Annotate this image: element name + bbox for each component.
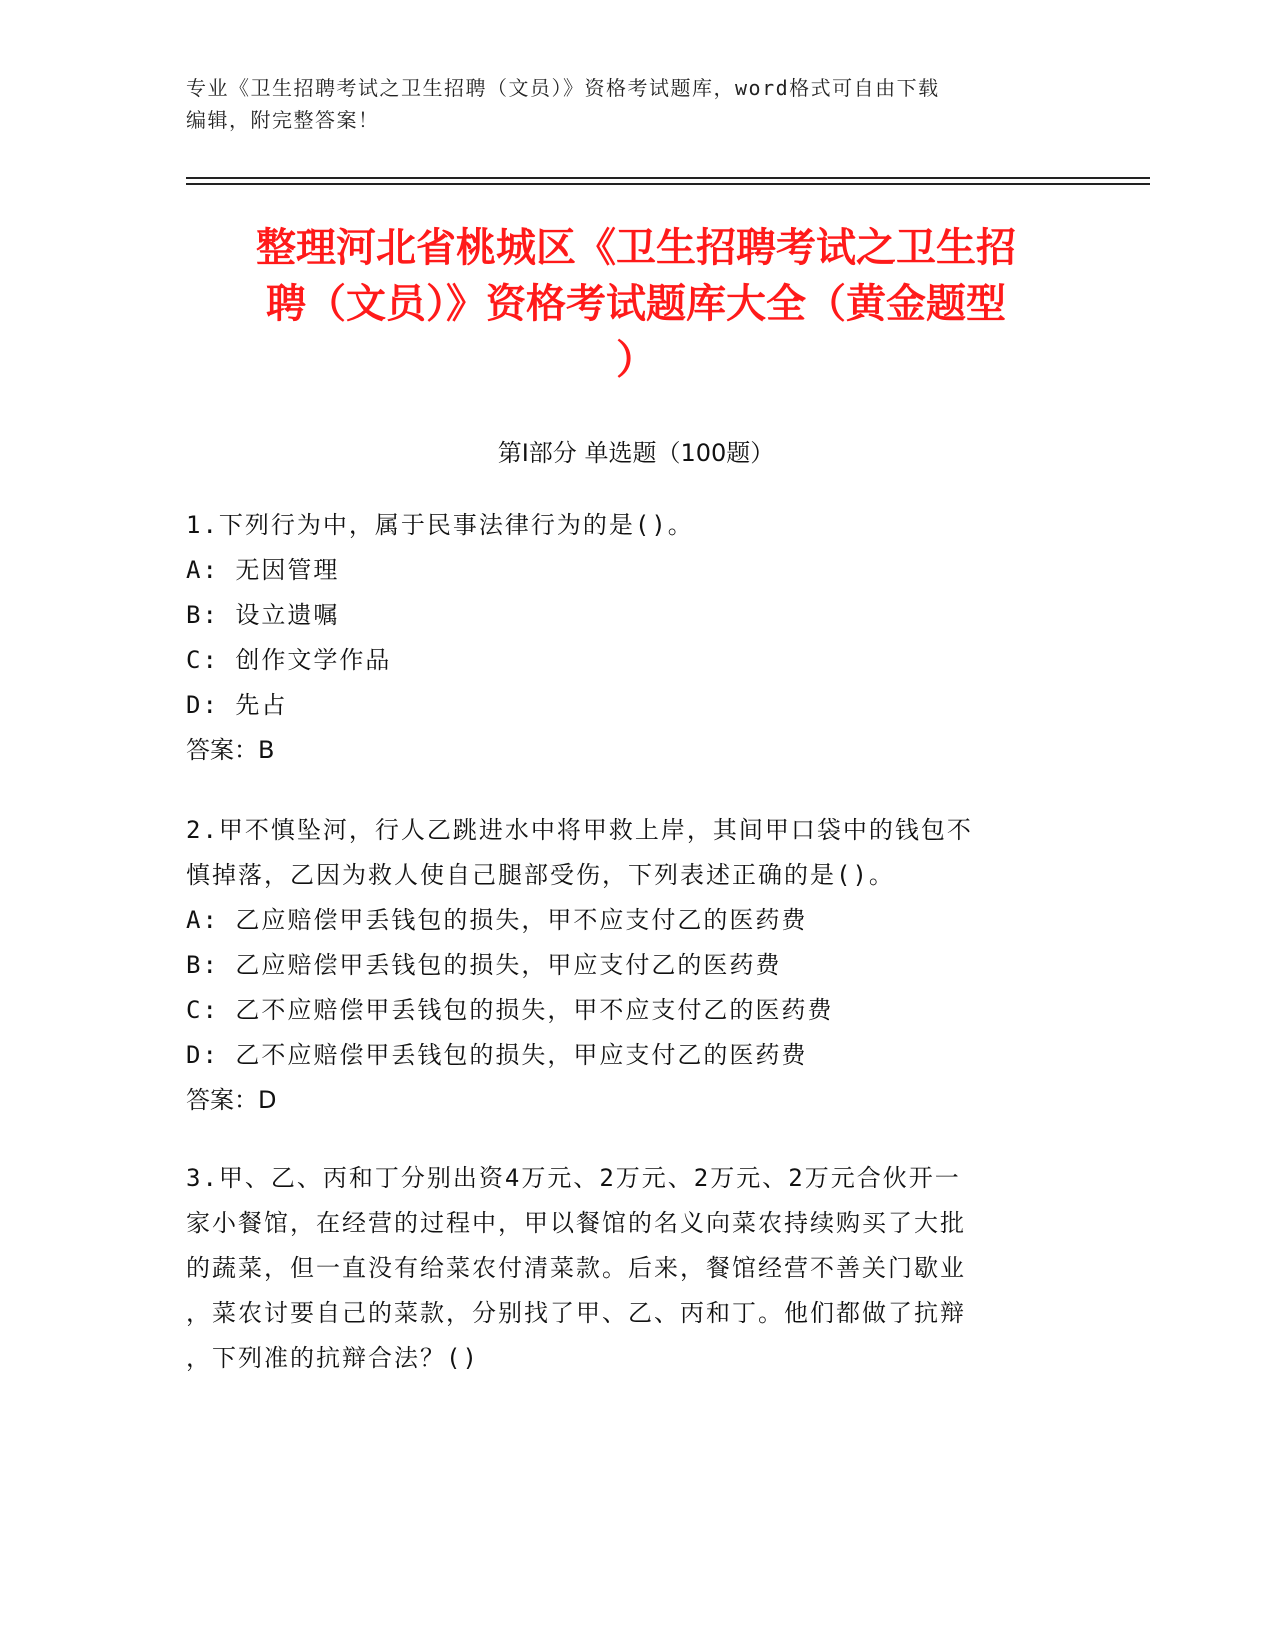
header-divider — [186, 183, 1150, 185]
question-2 — [186, 808, 1086, 1123]
question-stem: 的蔬菜，但一直没有给菜农付清菜款。后来，餐馆经营不善关门歇业 — [186, 1254, 966, 1282]
header-line: 专业《卫生招聘考试之卫生招聘（文员）》资格考试题库，word格式可自由下载 — [186, 76, 940, 100]
question-stem: 2.甲不慎坠河，行人乙跳进水中将甲救上岸，其间甲口袋中的钱包不 — [186, 816, 973, 844]
answer: 答案：D — [186, 1086, 277, 1114]
question-stem: 1.下列行为中，属于民事法律行为的是()。 — [186, 511, 694, 539]
title-line: 整理河北省桃城区《卫生招聘考试之卫生招 — [256, 225, 1016, 271]
option-b: B: 乙应赔偿甲丢钱包的损失，甲应支付乙的医药费 — [186, 951, 782, 979]
question-stem: 慎掉落，乙因为救人使自己腿部受伤，下列表述正确的是()。 — [186, 861, 895, 889]
title-line: 聘（文员）》资格考试题库大全（黄金题型 — [266, 281, 1006, 327]
header-divider — [186, 177, 1150, 179]
option-a: A: 乙应赔偿甲丢钱包的损失，甲不应支付乙的医药费 — [186, 906, 808, 934]
section-heading: 第Ⅰ部分 单选题（100题） — [497, 439, 775, 467]
option-d: D: 乙不应赔偿甲丢钱包的损失，甲应支付乙的医药费 — [186, 1041, 808, 1069]
answer: 答案：B — [186, 736, 275, 764]
option-c: C: 创作文学作品 — [186, 646, 392, 674]
question-stem: ，下列准的抗辩合法？() — [186, 1344, 479, 1372]
question-1 — [186, 503, 1086, 773]
option-d: D: 先占 — [186, 691, 288, 719]
question-stem: 家小餐馆，在经营的过程中，甲以餐馆的名义向菜农持续购买了大批 — [186, 1209, 966, 1237]
question-stem: 3.甲、乙、丙和丁分别出资4万元、2万元、2万元、2万元合伙开一 — [186, 1164, 961, 1192]
header-line: 编辑，附完整答案！ — [186, 108, 380, 132]
document-header — [186, 72, 1086, 136]
page-title — [186, 220, 1086, 388]
question-3 — [186, 1156, 1086, 1381]
option-a: A: 无因管理 — [186, 556, 340, 584]
option-c: C: 乙不应赔偿甲丢钱包的损失，甲不应支付乙的医药费 — [186, 996, 834, 1024]
question-stem: ，菜农讨要自己的菜款，分别找了甲、乙、丙和丁。他们都做了抗辩 — [186, 1299, 966, 1327]
option-b: B: 设立遗嘱 — [186, 601, 340, 629]
title-line: ） — [616, 337, 656, 383]
